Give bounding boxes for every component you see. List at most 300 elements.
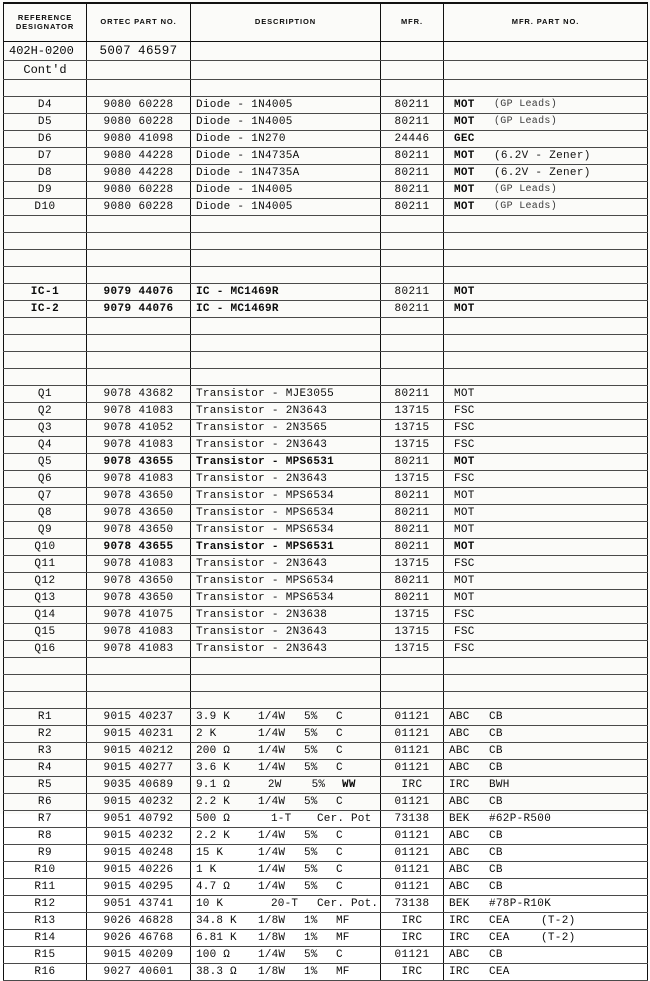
cell-reference: Q2	[4, 403, 87, 420]
mfr-name: FSC	[454, 473, 475, 485]
mfr-name: GEC	[454, 133, 475, 145]
table-row-transistor	[4, 641, 648, 658]
resistor-value: 2.2 K	[196, 796, 231, 808]
cell-ortec-part-no: 9078 41075	[87, 607, 191, 624]
cell-mfr-part-no	[444, 114, 648, 131]
cell-description: Diode - 1N4005	[191, 114, 381, 131]
cell-description	[191, 318, 381, 335]
cell-mfr-part-no	[444, 743, 648, 760]
cell-description	[191, 794, 381, 811]
cell-description: Diode - 1N4735A	[191, 165, 381, 182]
cell-mfr: IRC	[381, 964, 444, 981]
cell-mfr: 01121	[381, 794, 444, 811]
cell-ortec-part-no: 9078 41052	[87, 420, 191, 437]
cell-mfr: 80211	[381, 590, 444, 607]
cell-ortec-part-no	[87, 233, 191, 250]
mfr-part-number: CEA	[489, 932, 510, 944]
cell-ortec-part-no: 9078 43650	[87, 573, 191, 590]
resistor-type: C	[336, 949, 343, 961]
resistor-wattage: 1/4W	[258, 745, 286, 757]
cell-mfr	[381, 675, 444, 692]
mfr-name: MOT	[454, 167, 475, 179]
cell-reference: Q1	[4, 386, 87, 403]
cell-reference: D4	[4, 97, 87, 114]
mfr-part-number: CB	[489, 796, 503, 808]
table-row-diode	[4, 199, 648, 216]
cell-mfr-part-no	[444, 42, 648, 61]
cell-description	[191, 42, 381, 61]
cell-description	[191, 658, 381, 675]
cell-reference: D7	[4, 148, 87, 165]
table-row-resistor	[4, 709, 648, 726]
cell-reference: Cont'd	[4, 61, 87, 80]
cell-reference: 402H-0200	[4, 42, 87, 61]
cell-description: Diode - 1N270	[191, 131, 381, 148]
mfr-name: MOT	[454, 388, 475, 400]
cell-mfr	[381, 267, 444, 284]
cell-mfr: 13715	[381, 403, 444, 420]
cell-ortec-part-no	[87, 267, 191, 284]
mfr-part-number: CEA	[489, 966, 510, 978]
cell-reference	[4, 250, 87, 267]
resistor-tolerance: 5%	[304, 847, 318, 859]
cell-description: Transistor - MPS6534	[191, 573, 381, 590]
cell-description: Transistor - 2N3643	[191, 641, 381, 658]
cell-description	[191, 879, 381, 896]
cell-reference: D10	[4, 199, 87, 216]
cell-mfr	[381, 352, 444, 369]
cell-ortec-part-no: 9078 43650	[87, 505, 191, 522]
cell-ortec-part-no: 9078 41083	[87, 641, 191, 658]
mfr-name: ABC	[449, 881, 470, 893]
cell-ortec-part-no: 9015 40231	[87, 726, 191, 743]
resistor-type: C	[336, 796, 343, 808]
mfr-part-number: CB	[489, 830, 503, 842]
cell-mfr-part-no	[444, 692, 648, 709]
cell-mfr: IRC	[381, 913, 444, 930]
cell-description	[191, 369, 381, 386]
mfr-name: ABC	[449, 949, 470, 961]
cell-mfr-part-no	[444, 97, 648, 114]
cell-mfr-part-no	[444, 488, 648, 505]
cell-ortec-part-no	[87, 216, 191, 233]
cell-mfr-part-no	[444, 964, 648, 981]
cell-reference: R16	[4, 964, 87, 981]
cell-mfr-part-no	[444, 352, 648, 369]
cell-ortec-part-no: 9080 41098	[87, 131, 191, 148]
resistor-value: 34.8 K	[196, 915, 237, 927]
table-row-resistor	[4, 896, 648, 913]
cell-description: IC - MC1469R	[191, 284, 381, 301]
cell-ortec-part-no: 9079 44076	[87, 284, 191, 301]
resistor-type: Cer. Pot	[317, 813, 372, 825]
cell-reference: D9	[4, 182, 87, 199]
table-row-resistor	[4, 794, 648, 811]
cell-ortec-part-no: 9026 46828	[87, 913, 191, 930]
cell-mfr	[381, 216, 444, 233]
cell-reference	[4, 335, 87, 352]
cell-mfr: 13715	[381, 556, 444, 573]
cell-reference: Q8	[4, 505, 87, 522]
cell-description	[191, 913, 381, 930]
table-row-blank	[4, 658, 648, 675]
mfr-name: IRC	[449, 779, 470, 791]
cell-reference: Q9	[4, 522, 87, 539]
table-row-resistor	[4, 777, 648, 794]
mfr-name: ABC	[449, 796, 470, 808]
resistor-wattage: 1/8W	[258, 966, 286, 978]
cell-mfr-part-no	[444, 658, 648, 675]
cell-ortec-part-no	[87, 675, 191, 692]
mfr-part-number: CB	[489, 728, 503, 740]
mfr-name: MOT	[454, 201, 475, 213]
resistor-type: C	[336, 864, 343, 876]
cell-ortec-part-no	[87, 335, 191, 352]
mfr-name: FSC	[454, 558, 475, 570]
cell-mfr: 80211	[381, 505, 444, 522]
cell-mfr: 80211	[381, 454, 444, 471]
resistor-wattage: 1/4W	[258, 728, 286, 740]
cell-mfr: 01121	[381, 743, 444, 760]
cell-mfr-part-no	[444, 420, 648, 437]
table-row-resistor	[4, 760, 648, 777]
cell-ortec-part-no: 9080 44228	[87, 165, 191, 182]
cell-reference	[4, 675, 87, 692]
table-header	[4, 3, 648, 42]
resistor-value: 4.7 Ω	[196, 881, 231, 893]
cell-reference: Q5	[4, 454, 87, 471]
cell-reference	[4, 216, 87, 233]
mfr-name: FSC	[454, 626, 475, 638]
mfr-part-number: #78P-R10K	[489, 898, 552, 910]
mfr-name: FSC	[454, 422, 475, 434]
mfr-name: MOT	[454, 592, 475, 604]
cell-reference: Q13	[4, 590, 87, 607]
cell-mfr-part-no	[444, 199, 648, 216]
mfr-name: MOT	[454, 507, 475, 519]
cell-mfr-part-no	[444, 267, 648, 284]
mfr-name: FSC	[454, 609, 475, 621]
cell-reference: R3	[4, 743, 87, 760]
cell-description	[191, 845, 381, 862]
cell-mfr-part-no	[444, 556, 648, 573]
cell-ortec-part-no: 9015 40226	[87, 862, 191, 879]
cell-mfr	[381, 42, 444, 61]
cell-description: Diode - 1N4005	[191, 182, 381, 199]
cell-reference: R4	[4, 760, 87, 777]
cell-reference: Q3	[4, 420, 87, 437]
cell-ortec-part-no: 9026 46768	[87, 930, 191, 947]
cell-ortec-part-no: 9078 43655	[87, 539, 191, 556]
cell-reference: D5	[4, 114, 87, 131]
cell-ortec-part-no	[87, 352, 191, 369]
mfr-part-number: BWH	[489, 779, 510, 791]
cell-ortec-part-no: 9078 43650	[87, 488, 191, 505]
mfr-name: BEK	[449, 898, 470, 910]
resistor-wattage: 1/4W	[258, 881, 286, 893]
mfr-name: ABC	[449, 847, 470, 859]
mfr-name: IRC	[449, 932, 470, 944]
cell-reference: R11	[4, 879, 87, 896]
cell-mfr: 80211	[381, 97, 444, 114]
cell-description: IC - MC1469R	[191, 301, 381, 318]
cell-mfr-part-no	[444, 148, 648, 165]
cell-ortec-part-no: 9015 40237	[87, 709, 191, 726]
cell-description	[191, 61, 381, 80]
cell-mfr: 80211	[381, 284, 444, 301]
cell-mfr-part-no	[444, 233, 648, 250]
cell-mfr	[381, 61, 444, 80]
cell-mfr: 80211	[381, 301, 444, 318]
cell-reference: Q12	[4, 573, 87, 590]
cell-ortec-part-no: 9078 43655	[87, 454, 191, 471]
parts-list-table	[3, 2, 648, 981]
mfr-name: MOT	[454, 116, 475, 128]
mfr-name: MOT	[454, 575, 475, 587]
cell-description: Transistor - MPS6534	[191, 488, 381, 505]
cell-description	[191, 675, 381, 692]
mfr-name: MOT	[454, 524, 475, 536]
cell-mfr: 80211	[381, 182, 444, 199]
table-row-assembly	[4, 42, 648, 61]
mfr-note: (GP Leads)	[494, 201, 558, 212]
cell-ortec-part-no: 9078 43650	[87, 590, 191, 607]
cell-mfr-part-no	[444, 131, 648, 148]
cell-ortec-part-no: 9078 43682	[87, 386, 191, 403]
cell-mfr: IRC	[381, 777, 444, 794]
cell-description	[191, 947, 381, 964]
cell-description: Transistor - 2N3565	[191, 420, 381, 437]
cell-mfr-part-no	[444, 675, 648, 692]
cell-ortec-part-no: 9015 40209	[87, 947, 191, 964]
table-row-transistor	[4, 386, 648, 403]
resistor-value: 500 Ω	[196, 813, 231, 825]
cell-mfr-part-no	[444, 250, 648, 267]
cell-mfr: 80211	[381, 386, 444, 403]
resistor-value: 1 K	[196, 864, 217, 876]
mfr-name: MOT	[454, 150, 475, 162]
cell-mfr	[381, 250, 444, 267]
mfr-part-number: CB	[489, 762, 503, 774]
mfr-name: FSC	[454, 643, 475, 655]
table-row-resistor	[4, 947, 648, 964]
cell-ortec-part-no: 9015 40232	[87, 794, 191, 811]
resistor-wattage: 1-T	[271, 813, 292, 825]
cell-description	[191, 743, 381, 760]
cell-mfr: 80211	[381, 522, 444, 539]
resistor-type: C	[336, 881, 343, 893]
cell-reference	[4, 692, 87, 709]
cell-mfr	[381, 80, 444, 97]
mfr-name: FSC	[454, 405, 475, 417]
cell-description	[191, 352, 381, 369]
cell-mfr: 13715	[381, 607, 444, 624]
cell-mfr-part-no	[444, 505, 648, 522]
resistor-type: MF	[336, 915, 350, 927]
resistor-wattage: 1/4W	[258, 949, 286, 961]
cell-mfr: 13715	[381, 420, 444, 437]
cell-ortec-part-no: 9015 40232	[87, 828, 191, 845]
resistor-value: 15 K	[196, 847, 224, 859]
mfr-part-number: CB	[489, 711, 503, 723]
mfr-part-number: #62P-R500	[489, 813, 552, 825]
mfr-name: MOT	[454, 184, 475, 196]
resistor-value: 100 Ω	[196, 949, 231, 961]
cell-reference	[4, 352, 87, 369]
cell-mfr: 01121	[381, 828, 444, 845]
resistor-tolerance: 5%	[304, 864, 318, 876]
cell-mfr: 80211	[381, 199, 444, 216]
column-header-mfr: MFR.	[381, 3, 444, 42]
column-header-ortec-part-no: ORTEC PART NO.	[87, 3, 191, 42]
cell-reference: R15	[4, 947, 87, 964]
mfr-part-number: CB	[489, 949, 503, 961]
table-row-blank	[4, 692, 648, 709]
cell-mfr-part-no	[444, 913, 648, 930]
header-line-2: DESIGNATOR	[15, 22, 75, 31]
cell-description	[191, 964, 381, 981]
cell-reference: R9	[4, 845, 87, 862]
resistor-type: MF	[336, 932, 350, 944]
table-row-transistor	[4, 505, 648, 522]
cell-description	[191, 692, 381, 709]
cell-mfr-part-no	[444, 335, 648, 352]
mfr-name: ABC	[449, 830, 470, 842]
mfr-name: FSC	[454, 439, 475, 451]
resistor-value: 3.9 K	[196, 711, 231, 723]
table-row-blank	[4, 318, 648, 335]
table-row-ic	[4, 301, 648, 318]
resistor-tolerance: 5%	[311, 779, 326, 791]
cell-mfr-part-no	[444, 318, 648, 335]
cell-mfr-part-no	[444, 879, 648, 896]
resistor-tolerance: 5%	[304, 711, 318, 723]
table-row-blank	[4, 80, 648, 97]
table-row-transistor	[4, 556, 648, 573]
resistor-tolerance: 1%	[304, 966, 318, 978]
resistor-tolerance: 5%	[304, 949, 318, 961]
cell-mfr-part-no	[444, 539, 648, 556]
resistor-type: C	[336, 745, 343, 757]
resistor-wattage: 1/8W	[258, 932, 286, 944]
table-row-transistor	[4, 471, 648, 488]
cell-reference: Q11	[4, 556, 87, 573]
cell-description	[191, 216, 381, 233]
mfr-part-number: CEA	[489, 915, 510, 927]
table-row-transistor	[4, 488, 648, 505]
header-line-1: REFERENCE	[17, 12, 73, 22]
mfr-part-suffix: (T-2)	[541, 915, 576, 927]
cell-ortec-part-no: 5007 46597	[87, 42, 191, 61]
table-row-ic	[4, 284, 648, 301]
table-row-resistor	[4, 828, 648, 845]
cell-description: Transistor - 2N3643	[191, 556, 381, 573]
cell-mfr: 24446	[381, 131, 444, 148]
cell-mfr: 13715	[381, 624, 444, 641]
table-row-blank	[4, 267, 648, 284]
table-row-transistor	[4, 573, 648, 590]
cell-mfr-part-no	[444, 437, 648, 454]
cell-mfr-part-no	[444, 794, 648, 811]
resistor-tolerance: 5%	[304, 728, 318, 740]
cell-ortec-part-no: 9078 41083	[87, 437, 191, 454]
table-row-transistor	[4, 624, 648, 641]
cell-description: Transistor - MPS6534	[191, 522, 381, 539]
cell-ortec-part-no: 9080 60228	[87, 97, 191, 114]
table-row-blank	[4, 369, 648, 386]
resistor-type: C	[336, 762, 343, 774]
table-row-resistor	[4, 879, 648, 896]
mfr-note: (6.2V - Zener)	[494, 167, 591, 179]
table-row-resistor	[4, 743, 648, 760]
resistor-value: 38.3 Ω	[196, 966, 237, 978]
cell-description	[191, 760, 381, 777]
cell-ortec-part-no: 9078 41083	[87, 624, 191, 641]
cell-reference	[4, 267, 87, 284]
cell-mfr: 80211	[381, 165, 444, 182]
cell-mfr: 73138	[381, 811, 444, 828]
cell-description	[191, 811, 381, 828]
cell-description	[191, 335, 381, 352]
cell-ortec-part-no: 9015 40212	[87, 743, 191, 760]
cell-reference: Q10	[4, 539, 87, 556]
cell-mfr	[381, 335, 444, 352]
mfr-name: ABC	[449, 728, 470, 740]
cell-mfr-part-no	[444, 811, 648, 828]
table-row-transistor	[4, 590, 648, 607]
mfr-name: MOT	[454, 490, 475, 502]
resistor-value: 10 K	[196, 898, 224, 910]
table-row-transistor	[4, 420, 648, 437]
cell-description: Diode - 1N4005	[191, 97, 381, 114]
mfr-name: MOT	[454, 99, 475, 111]
cell-reference: R1	[4, 709, 87, 726]
cell-description	[191, 80, 381, 97]
cell-description: Transistor - MPS6531	[191, 454, 381, 471]
cell-reference	[4, 369, 87, 386]
cell-reference: D8	[4, 165, 87, 182]
cell-ortec-part-no: 9080 60228	[87, 114, 191, 131]
column-header-mfr-part-no: MFR. PART NO.	[444, 3, 648, 42]
resistor-type: MF	[336, 966, 350, 978]
mfr-name: MOT	[454, 303, 475, 315]
mfr-note: (6.2V - Zener)	[494, 150, 591, 162]
cell-description	[191, 930, 381, 947]
cell-reference: Q7	[4, 488, 87, 505]
mfr-name: MOT	[454, 286, 475, 298]
cell-mfr-part-no	[444, 828, 648, 845]
cell-mfr-part-no	[444, 607, 648, 624]
resistor-value: 9.1 Ω	[196, 779, 231, 791]
cell-mfr-part-no	[444, 301, 648, 318]
resistor-tolerance: 1%	[304, 932, 318, 944]
cell-ortec-part-no: 9080 44228	[87, 148, 191, 165]
cell-reference: IC-2	[4, 301, 87, 318]
cell-mfr-part-no	[444, 522, 648, 539]
table-row-diode	[4, 131, 648, 148]
cell-reference	[4, 233, 87, 250]
cell-mfr-part-no	[444, 777, 648, 794]
mfr-note: (GP Leads)	[494, 99, 558, 110]
cell-reference: D6	[4, 131, 87, 148]
cell-reference	[4, 318, 87, 335]
table-row-transistor	[4, 522, 648, 539]
cell-mfr-part-no	[444, 284, 648, 301]
cell-reference: Q16	[4, 641, 87, 658]
cell-ortec-part-no: 9078 43650	[87, 522, 191, 539]
cell-description: Transistor - MPS6531	[191, 539, 381, 556]
cell-description	[191, 726, 381, 743]
